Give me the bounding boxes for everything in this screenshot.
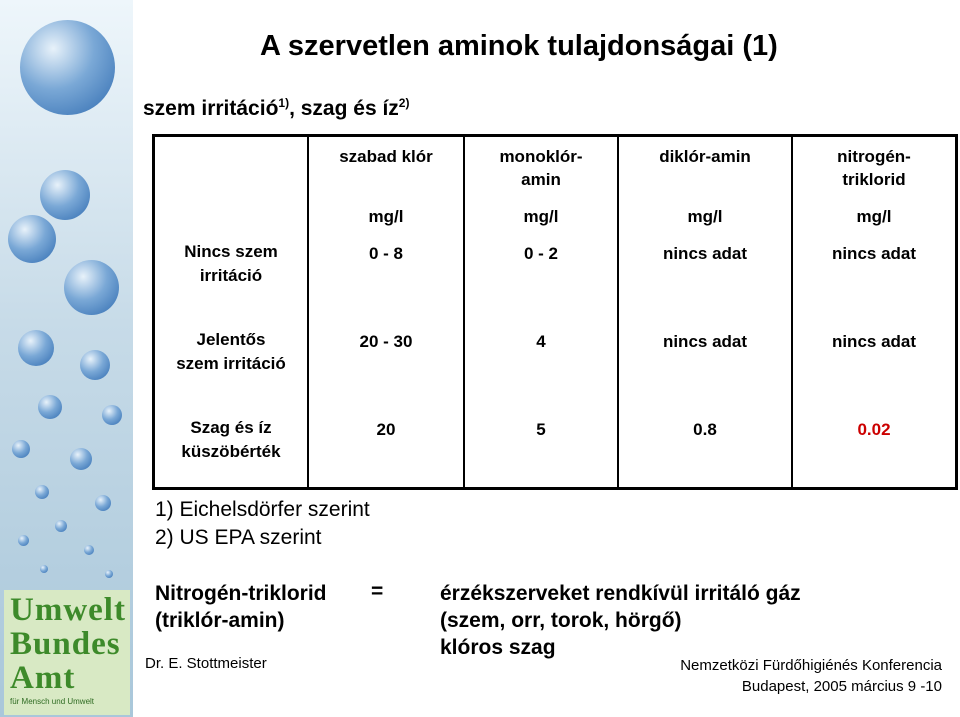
- bubble-decoration: [8, 215, 56, 263]
- column-unit: mg/l: [856, 207, 892, 226]
- umweltbundesamt-logo: [4, 590, 130, 715]
- column-header: [308, 136, 464, 240]
- bubble-decoration: [55, 520, 67, 532]
- decorative-sidebar: [0, 0, 133, 717]
- page-title: A szervetlen aminok tulajdonságai (1): [260, 30, 778, 62]
- column-unit: mg/l: [687, 207, 723, 226]
- bubble-decoration: [70, 448, 92, 470]
- table-cell: 20 - 30: [308, 327, 464, 415]
- table-cell: 20: [308, 415, 464, 489]
- column-name: szabad klór: [339, 147, 433, 166]
- table-cell: 0.8: [618, 415, 792, 489]
- column-name: nitrogén- triklorid: [837, 147, 911, 189]
- bubble-decoration: [105, 570, 113, 578]
- row-label: Szag és íz küszöbérték: [154, 415, 309, 489]
- bubble-decoration: [35, 485, 49, 499]
- definition-text: érzékszerveket rendkívül irritáló gáz (szem, orr, torok, hörgő) klóros szag: [440, 582, 801, 659]
- bubble-decoration: [38, 395, 62, 419]
- bubble-decoration: [40, 170, 90, 220]
- subtitle-part-1: szem irritáció: [143, 97, 279, 120]
- bubble-decoration: [40, 565, 48, 573]
- bubble-decoration: [80, 350, 110, 380]
- bubble-decoration: [18, 535, 29, 546]
- bubble-decoration: [84, 545, 94, 555]
- table-cell: nincs adat: [792, 239, 957, 327]
- column-name: monoklór- amin: [499, 147, 583, 189]
- bubble-decoration: [20, 20, 115, 115]
- column-unit: mg/l: [368, 207, 404, 226]
- bubble-decoration: [95, 495, 111, 511]
- table-cell: nincs adat: [618, 239, 792, 327]
- row-label: Jelentős szem irritáció: [154, 327, 309, 415]
- column-unit: mg/l: [523, 207, 559, 226]
- table-cell: 0 - 2: [464, 239, 618, 327]
- footnotes: [155, 496, 370, 552]
- table-row: [154, 415, 957, 489]
- footer-author: Dr. E. Stottmeister: [145, 655, 267, 672]
- footnote-ref-2: 2): [398, 96, 410, 110]
- column-name: diklór-amin: [659, 147, 751, 166]
- table-cell: 5: [464, 415, 618, 489]
- table-cell: 0 - 8: [308, 239, 464, 327]
- conference-name: Nemzetközi Fürdőhigiénés Konferencia: [680, 657, 942, 674]
- column-header: [792, 136, 957, 240]
- amine-properties-table: [152, 134, 958, 490]
- table-row: [154, 239, 957, 327]
- footnote-ref-1: 1): [278, 96, 290, 110]
- subtitle-part-2: , szag és íz: [289, 97, 399, 120]
- table-cell: 4: [464, 327, 618, 415]
- footnote-1: 1) Eichelsdörfer szerint: [155, 498, 370, 521]
- logo-line-3: Amt: [10, 660, 76, 696]
- footer-conference: [680, 655, 942, 697]
- logo-line-1: Umwelt: [10, 592, 126, 628]
- column-header: [464, 136, 618, 240]
- conference-date: Budapest, 2005 március 9 -10: [741, 678, 942, 695]
- table-cell-highlighted: 0.02: [792, 415, 957, 489]
- bubble-decoration: [102, 405, 122, 425]
- definition-equals: =: [371, 580, 384, 603]
- column-header: [618, 136, 792, 240]
- table-header-row: [154, 136, 957, 240]
- bubble-decoration: [18, 330, 54, 366]
- header-empty-cell: [154, 136, 309, 240]
- definition-term: Nitrogén-triklorid (triklór-amin): [155, 582, 327, 632]
- subtitle: [143, 96, 409, 121]
- footnote-2: 2) US EPA szerint: [155, 526, 322, 549]
- table-row: [154, 327, 957, 415]
- logo-tagline: für Mensch und Umwelt: [10, 697, 95, 706]
- table-cell: nincs adat: [792, 327, 957, 415]
- table-cell: nincs adat: [618, 327, 792, 415]
- logo-line-2: Bundes: [10, 626, 121, 662]
- bubble-decoration: [64, 260, 119, 315]
- bubble-decoration: [12, 440, 30, 458]
- row-label: Nincs szem irritáció: [154, 239, 309, 327]
